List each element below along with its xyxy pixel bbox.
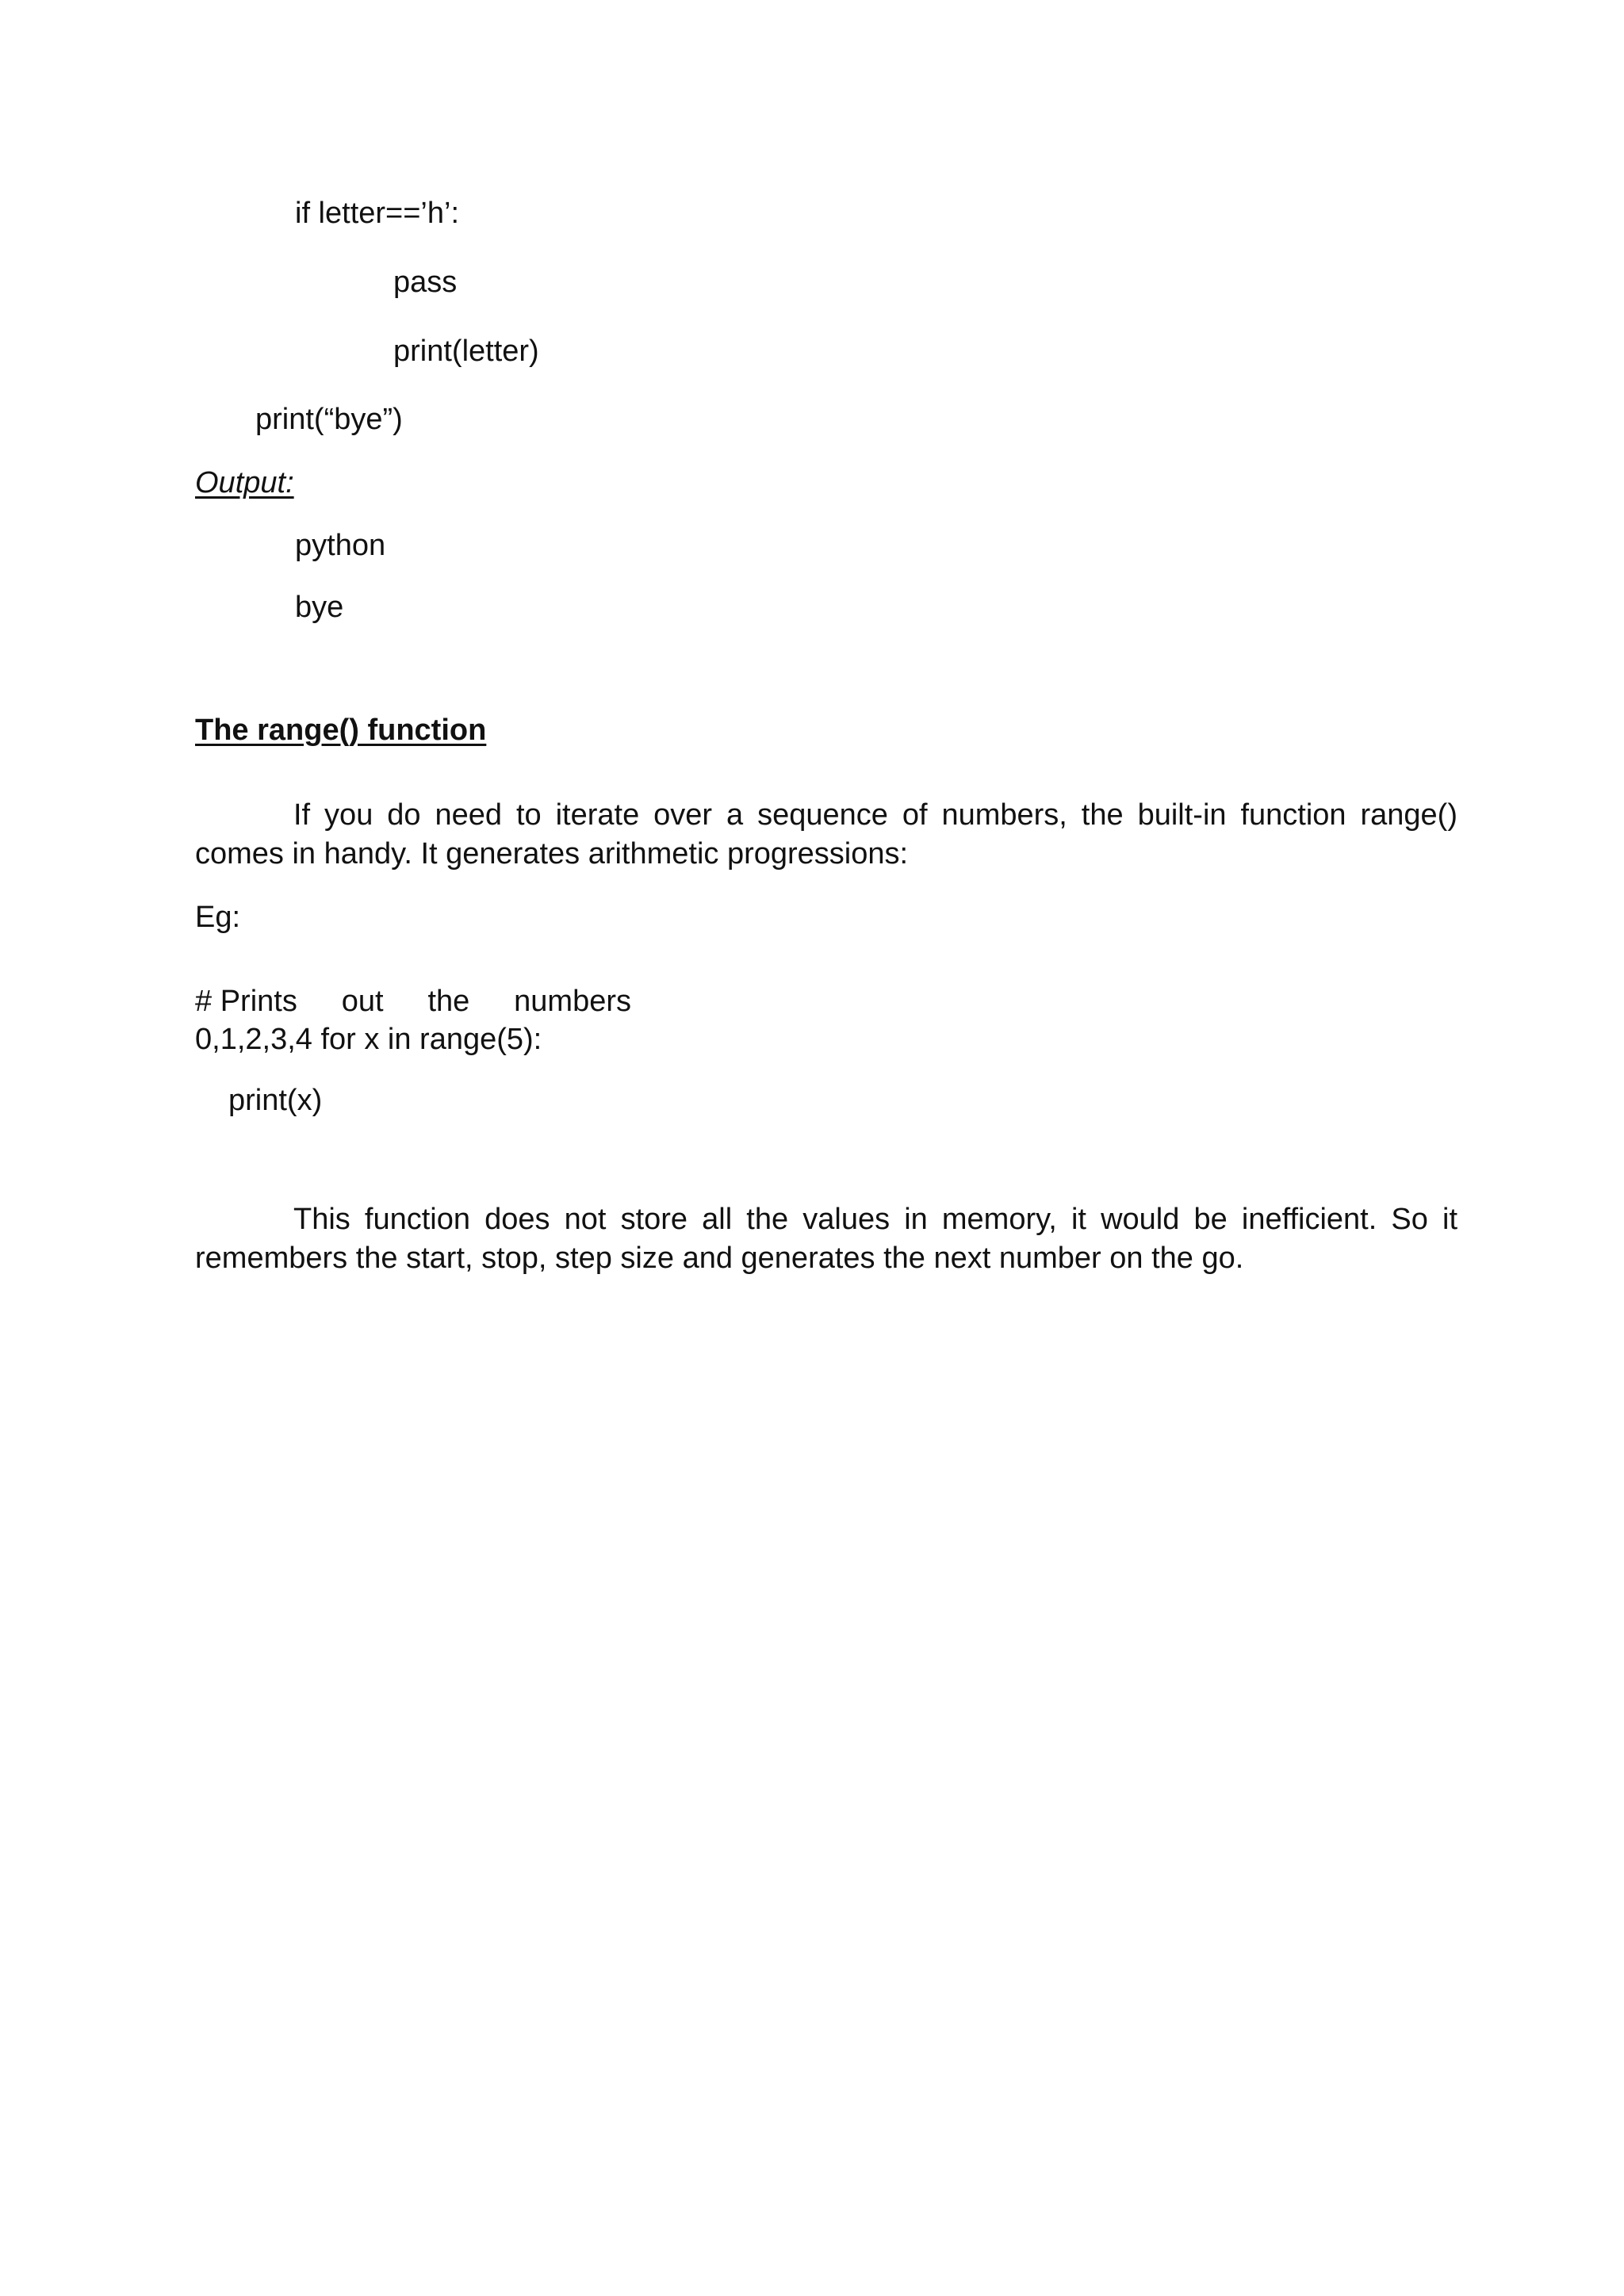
code-line-print-letter: print(letter)	[393, 335, 539, 368]
comment-word: the	[427, 985, 470, 1018]
code-line-if-letter: if letter==’h’:	[295, 197, 459, 230]
comment-word: # Prints	[195, 985, 297, 1018]
comment-word: numbers	[514, 985, 631, 1018]
closing-text: This function does not store all the values in memory, it would be inefficient. So it remembers the start, stop, step size and generates the next number on the go.	[195, 1203, 1457, 1275]
output-label: Output:	[195, 466, 294, 499]
code-line-pass: pass	[393, 266, 458, 299]
intro-text: If you do need to iterate over a sequence of numbers, the built-in function range() comes in handy. It generates arithmetic progressions:	[195, 798, 1457, 871]
code-line-for-range: 0,1,2,3,4 for x in range(5):	[195, 1023, 542, 1056]
intro-paragraph	[195, 796, 1457, 874]
output-line-bye: bye	[295, 591, 344, 624]
code-line-print-x: print(x)	[228, 1084, 323, 1117]
code-line-print-bye: print(“bye”)	[255, 403, 403, 436]
comment-word: out	[341, 985, 384, 1018]
code-comment-line	[195, 983, 631, 1020]
eg-label: Eg:	[195, 901, 241, 934]
closing-paragraph	[195, 1200, 1457, 1278]
section-heading: The range() function	[195, 714, 487, 747]
output-line-python: python	[295, 529, 386, 562]
